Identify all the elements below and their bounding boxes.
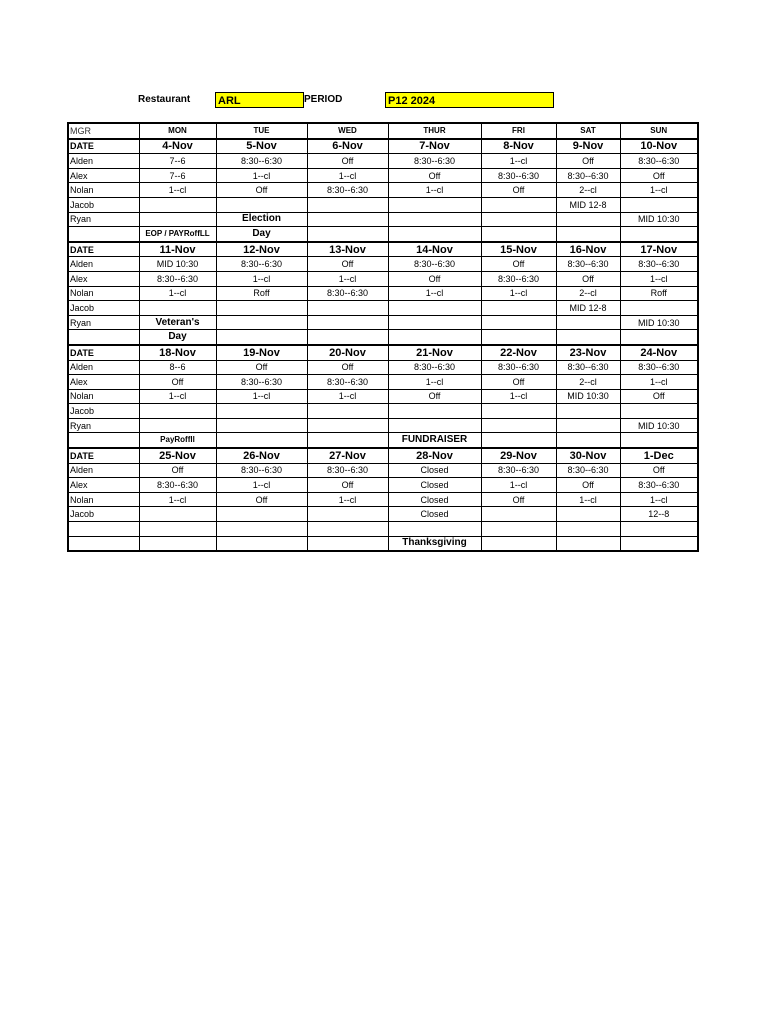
note-cell (307, 227, 388, 242)
shift-cell (139, 404, 216, 419)
shift-cell: 8:30--6:30 (216, 257, 307, 272)
date-cell: 14-Nov (388, 242, 481, 257)
shift-cell: Off (307, 154, 388, 169)
shift-cell: Roff (216, 286, 307, 301)
shift-cell: Off (139, 375, 216, 390)
date-cell: 12-Nov (216, 242, 307, 257)
shift-cell: 1--cl (481, 286, 556, 301)
note-row (68, 227, 698, 242)
date-cell: 18-Nov (139, 345, 216, 360)
note-label (68, 330, 139, 345)
note-cell (620, 227, 698, 242)
day-header: MON (139, 123, 216, 139)
note-cell (556, 227, 620, 242)
shift-cell: 1--cl (620, 492, 698, 507)
staff-name: Ryan (68, 212, 139, 227)
date-row (68, 242, 698, 257)
shift-cell (620, 404, 698, 419)
date-cell: 13-Nov (307, 242, 388, 257)
note-cell (620, 433, 698, 448)
shift-cell: 1--cl (620, 375, 698, 390)
shift-cell: 1--cl (307, 492, 388, 507)
shift-cell (139, 301, 216, 316)
note-cell: Day (139, 330, 216, 345)
date-cell: 28-Nov (388, 448, 481, 463)
shift-cell (216, 404, 307, 419)
shift-cell: 1--cl (307, 389, 388, 404)
note-cell (620, 536, 698, 551)
shift-cell (307, 522, 388, 537)
staff-row (68, 183, 698, 198)
note-cell (307, 433, 388, 448)
mgr-label: MGR (68, 123, 139, 139)
shift-cell: Roff (620, 286, 698, 301)
staff-name: Nolan (68, 389, 139, 404)
note-cell (556, 330, 620, 345)
day-header: FRI (481, 123, 556, 139)
shift-cell: 1--cl (216, 168, 307, 183)
date-cell: 27-Nov (307, 448, 388, 463)
staff-row (68, 168, 698, 183)
shift-cell: 8:30--6:30 (481, 168, 556, 183)
note-cell (481, 433, 556, 448)
date-cell: 23-Nov (556, 345, 620, 360)
shift-cell (556, 315, 620, 330)
staff-name: Alex (68, 168, 139, 183)
date-cell: 20-Nov (307, 345, 388, 360)
shift-cell (388, 197, 481, 212)
staff-row (68, 478, 698, 493)
date-row (68, 345, 698, 360)
shift-cell: 1--cl (216, 271, 307, 286)
date-label: DATE (68, 345, 139, 360)
staff-name: Alden (68, 360, 139, 375)
shift-cell: Election (216, 212, 307, 227)
shift-cell: Off (388, 168, 481, 183)
shift-cell: 1--cl (139, 286, 216, 301)
shift-cell (388, 212, 481, 227)
shift-cell (307, 301, 388, 316)
shift-cell (556, 418, 620, 433)
shift-cell: 8:30--6:30 (556, 463, 620, 478)
date-label: DATE (68, 242, 139, 257)
shift-cell: 8:30--6:30 (556, 168, 620, 183)
date-cell: 15-Nov (481, 242, 556, 257)
shift-cell (216, 315, 307, 330)
shift-cell: 1--cl (139, 389, 216, 404)
note-row (68, 330, 698, 345)
shift-cell (307, 404, 388, 419)
note-cell (388, 330, 481, 345)
shift-cell (481, 212, 556, 227)
shift-cell: 1--cl (388, 286, 481, 301)
date-cell: 30-Nov (556, 448, 620, 463)
period-value: P12 2024 (385, 92, 554, 108)
shift-cell: 8:30--6:30 (388, 257, 481, 272)
date-label: DATE (68, 139, 139, 154)
note-cell (139, 536, 216, 551)
shift-cell: 2--cl (556, 183, 620, 198)
staff-row (68, 301, 698, 316)
shift-cell: 8:30--6:30 (307, 286, 388, 301)
staff-name: Alden (68, 463, 139, 478)
date-cell: 6-Nov (307, 139, 388, 154)
date-cell: 24-Nov (620, 345, 698, 360)
shift-cell: 8:30--6:30 (620, 360, 698, 375)
staff-name: Alden (68, 154, 139, 169)
note-cell (216, 536, 307, 551)
shift-cell: 8:30--6:30 (216, 375, 307, 390)
shift-cell: 1--cl (481, 154, 556, 169)
date-row (68, 139, 698, 154)
restaurant-value: ARL (215, 92, 304, 108)
shift-cell: Off (620, 463, 698, 478)
note-cell (556, 433, 620, 448)
note-label (68, 227, 139, 242)
shift-cell: MID 10:30 (620, 315, 698, 330)
shift-cell: Off (307, 478, 388, 493)
shift-cell (481, 301, 556, 316)
shift-cell: Off (307, 257, 388, 272)
shift-cell: Off (481, 492, 556, 507)
shift-cell: 1--cl (307, 271, 388, 286)
note-cell: FUNDRAISER (388, 433, 481, 448)
note-cell: Thanksgiving (388, 536, 481, 551)
shift-cell: Off (388, 271, 481, 286)
shift-cell (307, 315, 388, 330)
period-label: PERIOD (304, 94, 343, 105)
staff-name: Alden (68, 257, 139, 272)
shift-cell: 1--cl (307, 168, 388, 183)
staff-row (68, 418, 698, 433)
shift-cell: 8--6 (139, 360, 216, 375)
shift-cell (216, 197, 307, 212)
shift-cell (388, 404, 481, 419)
shift-cell (556, 522, 620, 537)
shift-cell: 8:30--6:30 (620, 257, 698, 272)
shift-cell: 2--cl (556, 286, 620, 301)
shift-cell: Off (216, 360, 307, 375)
note-cell: EOP / PAYRoffLL (139, 227, 216, 242)
shift-cell: 1--cl (139, 492, 216, 507)
staff-name (68, 522, 139, 537)
staff-name: Alex (68, 271, 139, 286)
staff-name: Jacob (68, 404, 139, 419)
shift-cell: Veteran's (139, 315, 216, 330)
shift-cell (556, 212, 620, 227)
shift-cell (307, 212, 388, 227)
shift-cell (139, 212, 216, 227)
schedule-table (67, 122, 699, 552)
shift-cell: Off (481, 257, 556, 272)
staff-row (68, 492, 698, 507)
shift-cell: Closed (388, 463, 481, 478)
shift-cell (216, 418, 307, 433)
shift-cell: 1--cl (216, 389, 307, 404)
day-header: SAT (556, 123, 620, 139)
date-cell: 22-Nov (481, 345, 556, 360)
shift-cell (388, 522, 481, 537)
shift-cell: 1--cl (388, 375, 481, 390)
shift-cell: Off (481, 183, 556, 198)
shift-cell: 8:30--6:30 (388, 154, 481, 169)
shift-cell (139, 507, 216, 522)
shift-cell: Off (556, 271, 620, 286)
shift-cell: 1--cl (481, 478, 556, 493)
note-cell (307, 330, 388, 345)
staff-name: Jacob (68, 507, 139, 522)
staff-row (68, 522, 698, 537)
date-cell: 25-Nov (139, 448, 216, 463)
staff-row (68, 257, 698, 272)
staff-row (68, 286, 698, 301)
shift-cell: 8:30--6:30 (556, 257, 620, 272)
shift-cell: 7--6 (139, 154, 216, 169)
shift-cell (139, 522, 216, 537)
shift-cell (620, 522, 698, 537)
note-row (68, 433, 698, 448)
staff-row (68, 463, 698, 478)
shift-cell: 12--8 (620, 507, 698, 522)
shift-cell: Off (481, 375, 556, 390)
staff-row (68, 360, 698, 375)
shift-cell: 1--cl (216, 478, 307, 493)
staff-row (68, 315, 698, 330)
shift-cell: 8:30--6:30 (216, 154, 307, 169)
shift-cell (307, 197, 388, 212)
day-header: THUR (388, 123, 481, 139)
note-cell (556, 536, 620, 551)
shift-cell: 1--cl (620, 183, 698, 198)
staff-name: Alex (68, 478, 139, 493)
note-cell: PayRoffll (139, 433, 216, 448)
shift-cell: 8:30--6:30 (307, 183, 388, 198)
shift-cell (388, 418, 481, 433)
shift-cell: 1--cl (139, 183, 216, 198)
shift-cell (307, 418, 388, 433)
date-cell: 26-Nov (216, 448, 307, 463)
staff-row (68, 375, 698, 390)
shift-cell (556, 404, 620, 419)
shift-cell: Off (216, 183, 307, 198)
date-cell: 8-Nov (481, 139, 556, 154)
staff-row (68, 389, 698, 404)
day-header-row (68, 123, 698, 139)
shift-cell (388, 315, 481, 330)
shift-cell: 8:30--6:30 (481, 360, 556, 375)
shift-cell: Off (307, 360, 388, 375)
staff-row (68, 271, 698, 286)
shift-cell: 1--cl (556, 492, 620, 507)
note-cell (307, 536, 388, 551)
shift-cell: MID 10:30 (139, 257, 216, 272)
note-label (68, 433, 139, 448)
date-cell: 11-Nov (139, 242, 216, 257)
shift-cell: 8:30--6:30 (139, 271, 216, 286)
note-cell (481, 227, 556, 242)
staff-row (68, 212, 698, 227)
shift-cell: Off (556, 154, 620, 169)
shift-cell (216, 301, 307, 316)
shift-cell: Off (620, 389, 698, 404)
date-cell: 1-Dec (620, 448, 698, 463)
note-cell (481, 330, 556, 345)
shift-cell: 2--cl (556, 375, 620, 390)
staff-row (68, 404, 698, 419)
shift-cell: 1--cl (481, 389, 556, 404)
staff-name: Jacob (68, 301, 139, 316)
note-label (68, 536, 139, 551)
shift-cell: 8:30--6:30 (216, 463, 307, 478)
shift-cell: 8:30--6:30 (620, 478, 698, 493)
date-cell: 29-Nov (481, 448, 556, 463)
date-row (68, 448, 698, 463)
shift-cell: MID 12-8 (556, 197, 620, 212)
note-cell (216, 330, 307, 345)
day-header: TUE (216, 123, 307, 139)
shift-cell: 8:30--6:30 (388, 360, 481, 375)
shift-cell: 8:30--6:30 (481, 271, 556, 286)
note-cell (388, 227, 481, 242)
shift-cell: MID 10:30 (620, 418, 698, 433)
shift-cell: MID 10:30 (556, 389, 620, 404)
shift-cell: 1--cl (388, 183, 481, 198)
date-cell: 16-Nov (556, 242, 620, 257)
staff-name: Nolan (68, 492, 139, 507)
day-header: SUN (620, 123, 698, 139)
shift-cell: 8:30--6:30 (307, 375, 388, 390)
staff-name: Nolan (68, 183, 139, 198)
staff-row (68, 507, 698, 522)
shift-cell: Off (216, 492, 307, 507)
shift-cell: Off (139, 463, 216, 478)
date-cell: 21-Nov (388, 345, 481, 360)
shift-cell: Off (556, 478, 620, 493)
shift-cell: MID 10:30 (620, 212, 698, 227)
date-cell: 19-Nov (216, 345, 307, 360)
shift-cell (481, 197, 556, 212)
staff-row (68, 154, 698, 169)
note-cell: Day (216, 227, 307, 242)
shift-cell: MID 12-8 (556, 301, 620, 316)
note-cell (481, 536, 556, 551)
shift-cell (481, 507, 556, 522)
shift-cell: Closed (388, 507, 481, 522)
shift-cell (307, 507, 388, 522)
shift-cell (481, 404, 556, 419)
shift-cell (216, 507, 307, 522)
shift-cell (216, 522, 307, 537)
date-label: DATE (68, 448, 139, 463)
shift-cell (620, 197, 698, 212)
shift-cell (556, 507, 620, 522)
shift-cell (139, 197, 216, 212)
note-cell (620, 330, 698, 345)
shift-cell (139, 418, 216, 433)
shift-cell: 1--cl (620, 271, 698, 286)
shift-cell: 7--6 (139, 168, 216, 183)
date-cell: 17-Nov (620, 242, 698, 257)
shift-cell (481, 522, 556, 537)
staff-name: Jacob (68, 197, 139, 212)
shift-cell: 8:30--6:30 (481, 463, 556, 478)
note-cell (216, 433, 307, 448)
date-cell: 4-Nov (139, 139, 216, 154)
shift-cell: 8:30--6:30 (620, 154, 698, 169)
shift-cell: Closed (388, 478, 481, 493)
staff-name: Ryan (68, 315, 139, 330)
shift-cell: 8:30--6:30 (139, 478, 216, 493)
shift-cell: Off (388, 389, 481, 404)
shift-cell (481, 418, 556, 433)
shift-cell: 8:30--6:30 (307, 463, 388, 478)
staff-row (68, 197, 698, 212)
shift-cell (481, 315, 556, 330)
day-header: WED (307, 123, 388, 139)
staff-name: Ryan (68, 418, 139, 433)
date-cell: 7-Nov (388, 139, 481, 154)
date-cell: 9-Nov (556, 139, 620, 154)
shift-cell (620, 301, 698, 316)
shift-cell: 8:30--6:30 (556, 360, 620, 375)
note-row (68, 536, 698, 551)
date-cell: 5-Nov (216, 139, 307, 154)
shift-cell (388, 301, 481, 316)
staff-name: Nolan (68, 286, 139, 301)
shift-cell: Off (620, 168, 698, 183)
shift-cell: Closed (388, 492, 481, 507)
restaurant-label: Restaurant (138, 94, 191, 105)
staff-name: Alex (68, 375, 139, 390)
date-cell: 10-Nov (620, 139, 698, 154)
